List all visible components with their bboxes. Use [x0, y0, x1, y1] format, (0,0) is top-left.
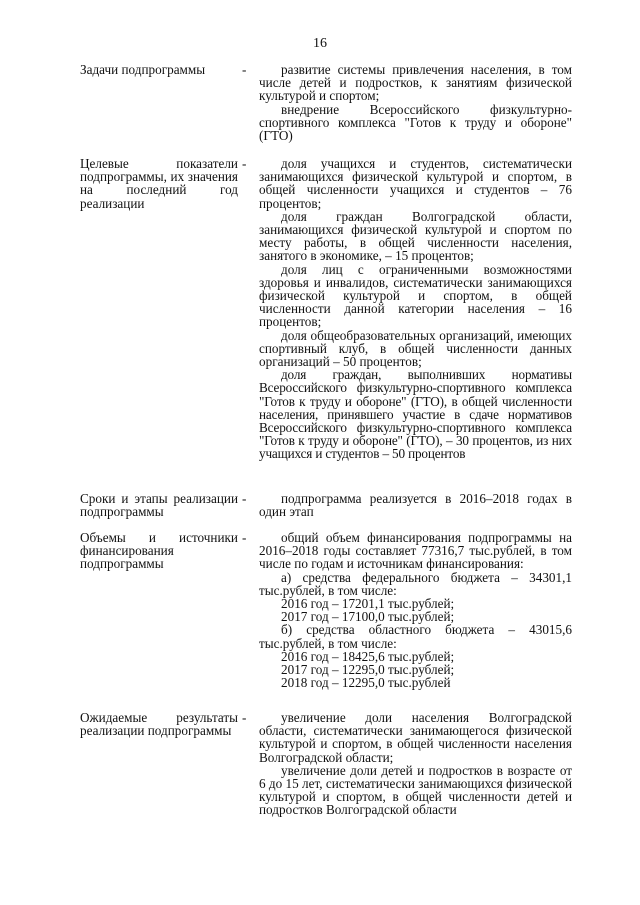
paragraph: общий объем финансирования подпрограммы на 2016–2018 годы составляет 77316,7 тыс.рублей, в том числе по годам и источникам финансирования: — [259, 530, 572, 572]
paragraph: доля общеобразовательных организаций, имеющих спортивный клуб, в общей численности данных организаций – 50 процентов; — [259, 327, 572, 370]
paragraph: внедрение Всероссийского физкультурно-спортивного комплекса "Готов к труду и обороне" (ГТО) — [259, 101, 572, 144]
year-line: 2017 год – 12295,0 тыс.рублей; — [281, 662, 455, 678]
year-line: 2018 год – 12295,0 тыс.рублей — [281, 675, 451, 691]
paragraph: увеличение доли населения Волгоградской области, систематически занимающегося физической культурой и спортом, в общей численности населения Волгоградской области; — [259, 710, 572, 765]
row-dash: - — [242, 530, 247, 545]
row-content-timing — [259, 492, 572, 518]
paragraph: доля граждан, выполнивших нормативы Всероссийского физкультурно-спортивного комплекса "Готов к труду и обороне" (ГТО), в общей численности населения, принявшего участие в сдаче нормативов Всероссийского физкультурно-спортивного комплекса "Готов к труду и обороне" (ГТО), – 30 процентов, из них учащихся и студентов – 50 процентов — [259, 367, 572, 462]
page-number: 16 — [313, 36, 327, 51]
row-content-targets — [259, 157, 572, 461]
paragraph: доля лиц с ограниченными возможностями здоровья и инвалидов, систематически занимающихся физической культурой и спортом, в общей численности данной категории населения – 16 процентов; — [259, 261, 572, 330]
year-line: 2016 год – 18425,6 тыс.рублей; — [281, 648, 455, 664]
row-label-financing: Объемы и источники финансирования подпрограммы — [80, 530, 238, 572]
row-label-targets: Целевые показатели подпрограммы, их значения на последний год реализации — [80, 156, 238, 211]
row-label-tasks: Задачи подпрограммы — [80, 62, 206, 77]
year-line: 2016 год – 17201,1 тыс.рублей; — [281, 596, 455, 612]
paragraph: подпрограмма реализуется в 2016–2018 годах в один этап — [259, 491, 572, 520]
row-dash: - — [242, 156, 247, 171]
row-dash: - — [242, 491, 247, 506]
paragraph: доля граждан Волгоградской области, занимающихся физической культурой и спортом по месту работы, в общей численности населения, занятого в экономике, – 15 процентов; — [259, 208, 572, 264]
year-line: 2017 год – 17100,0 тыс.рублей; — [281, 609, 455, 625]
paragraph: б) средства областного бюджета – 43015,6 тыс.рублей, в том числе: — [259, 622, 572, 651]
paragraph: развитие системы привлечения населения, в том числе детей и подростков, к занятиям физической культурой и спортом; — [259, 62, 572, 104]
paragraph: а) средства федерального бюджета – 34301,1 тыс.рублей, в том числе: — [259, 569, 572, 598]
row-dash: - — [242, 62, 247, 77]
row-dash: - — [242, 710, 247, 725]
row-content-financing — [259, 531, 572, 689]
paragraph: увеличение доли детей и подростков в возрасте от 6 до 15 лет, систематически занимающихся физической культурой и спортом, в общей численности детей и подростков Волгоградской области — [259, 762, 572, 818]
paragraph: доля учащихся и студентов, систематически занимающихся физической культурой и спортом, в общей численности учащихся и студентов – 76 процентов; — [259, 156, 572, 211]
row-label-results: Ожидаемые результаты реализации подпрограммы — [80, 710, 238, 739]
row-content-tasks — [259, 63, 572, 142]
row-label-timing: Сроки и этапы реализации подпрограммы — [80, 491, 238, 520]
row-content-results — [259, 711, 572, 817]
